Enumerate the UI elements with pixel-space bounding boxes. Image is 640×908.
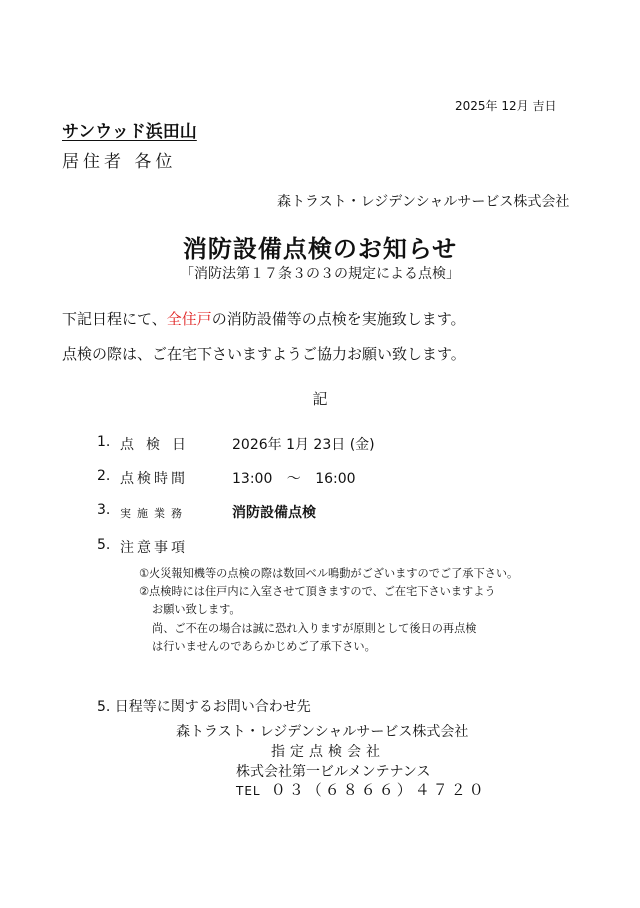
item-label: 実施業務 [120, 507, 188, 520]
contact-designated: 指定点検会社 [271, 744, 385, 760]
item-label: 点検時間 [120, 471, 188, 487]
note-line: 尚、ご不在の場合は誠に恐れ入りますが原則として後日の再点検 [152, 622, 477, 635]
body-paragraph-1: 下記日程にて、全住戸の消防設備等の点検を実施致します。 [62, 310, 466, 328]
body-paragraph-2: 点検の際は、ご在宅下さいますようご協力お願い致します。 [62, 345, 466, 363]
issue-date: 2025年 12月 吉日 [455, 99, 557, 113]
contact-company: 森トラスト・レジデンシャルサービス株式会社 [176, 724, 469, 740]
page-subtitle: 「消防法第１７条３の３の規定による点検」 [180, 266, 460, 282]
note-line: ①火災報知機等の点検の際は数回ベル鳴動がございますのでご了承下さい。 [139, 567, 519, 580]
item-number: 2. [97, 468, 111, 484]
contact-contractor: 株式会社第一ビルメンテナンス [236, 764, 431, 780]
recipient-residents: 居住者 各位 [62, 152, 177, 172]
item-label: 点検日 [120, 437, 198, 453]
highlight-all-units: 全住戸 [166, 310, 212, 328]
note-line: お願い致します。 [152, 603, 241, 616]
contact-heading: 5. 日程等に関するお問い合わせ先 [97, 699, 311, 715]
item-number: 1. [97, 434, 111, 450]
item-number: 3. [97, 502, 111, 518]
page-title: 消防設備点検のお知らせ [182, 235, 458, 263]
item-number: 5. [97, 537, 111, 553]
item-value: 13:00 ～ 16:00 [232, 471, 356, 487]
contact-phone: TEL ０３（６８６６）４７２０ [236, 781, 487, 799]
item-label: 注意事項 [120, 540, 188, 556]
note-line: は行いませんのであらかじめご了承下さい。 [152, 640, 376, 653]
recipient-building: サンウッド浜田山 [62, 122, 197, 142]
phone-icon: TEL [236, 784, 261, 798]
sender-company: 森トラスト・レジデンシャルサービス株式会社 [277, 194, 570, 210]
note-line: ②点検時には住戸内に入室させて頂きますので、ご在宅下さいますよう [139, 585, 496, 598]
ki-marker: 記 [312, 390, 328, 408]
item-value: 消防設備点検 [232, 505, 316, 521]
item-value: 2026年 1月 23日 (金) [232, 437, 375, 453]
